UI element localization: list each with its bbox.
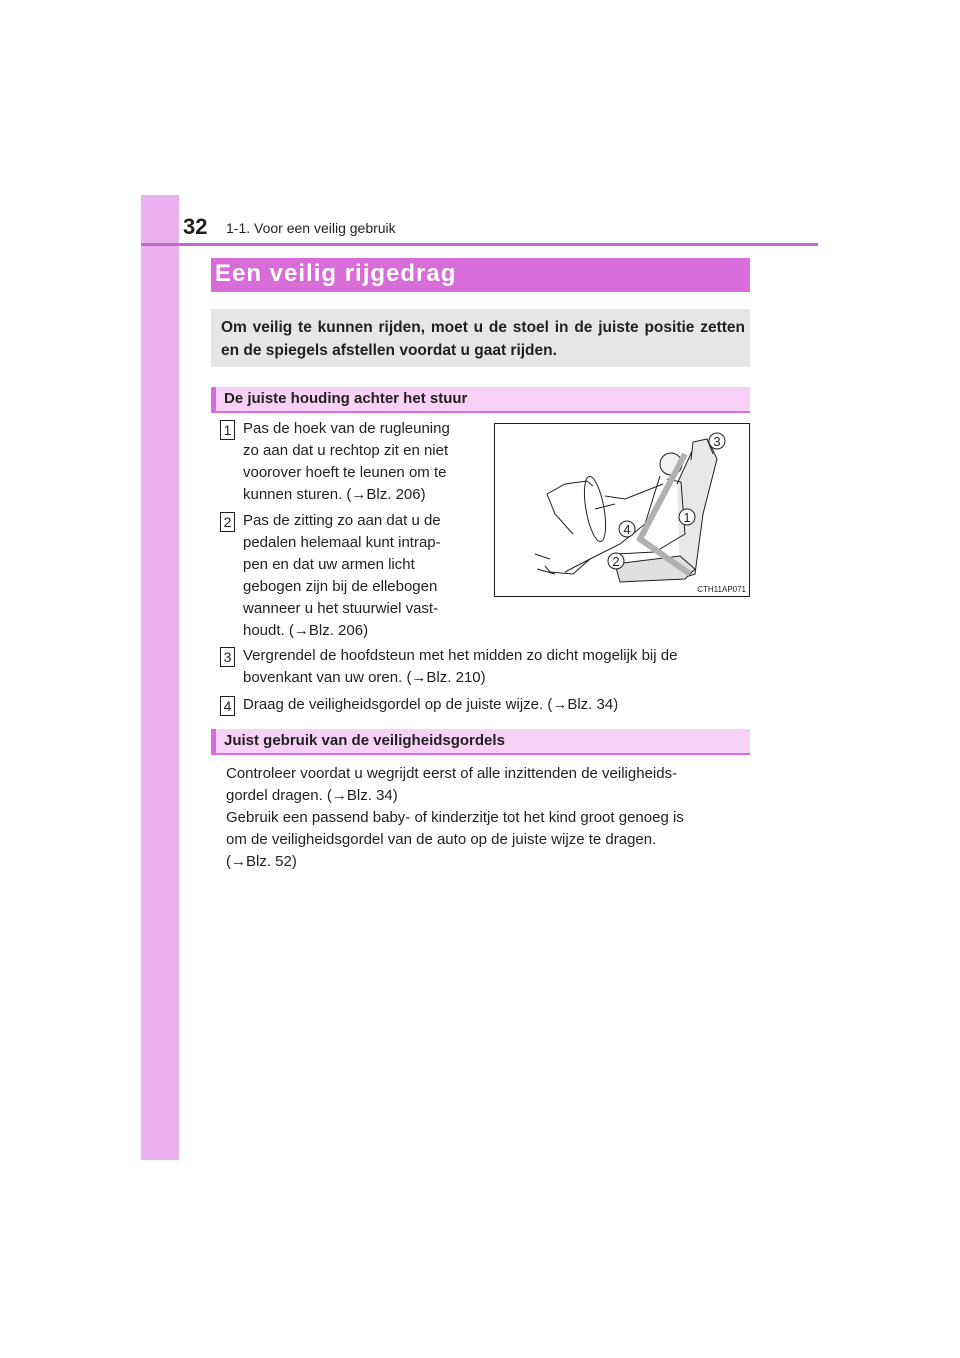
dashboard-lower [547, 494, 573, 534]
page-title-banner [211, 258, 750, 292]
step-2-text [243, 510, 479, 642]
step-number-1-icon [220, 420, 235, 440]
section-heading-seatbelts [211, 729, 750, 755]
callout-1-label: 1 [683, 510, 691, 525]
callout-4-label: 4 [623, 522, 631, 537]
step-1-line: kunnen sturen. (→Blz. 206) [243, 486, 426, 503]
step-2-line: wanneer u het stuurwiel vast- [243, 600, 439, 617]
step-4-line: Draag de veiligheidsgordel op de juiste wijze. (→Blz. 34) [243, 696, 619, 713]
driver-foot [545, 559, 590, 574]
step-1-line: zo aan dat u rechtop zit en niet [243, 442, 449, 459]
paragraph-line: Controleer voordat u wegrijdt eerst of alle inzittenden de veiligheids- [226, 765, 678, 782]
step-2-line: houdt. (→Blz. 206) [243, 622, 369, 639]
step-number-1-label: 1 [223, 422, 232, 438]
step-number-4-icon [220, 696, 235, 716]
side-tab-bar [141, 195, 179, 1160]
step-4-text [243, 694, 746, 716]
step-number-4-label: 4 [223, 698, 232, 714]
dashboard-outline [547, 481, 593, 494]
driving-posture-illustration [494, 423, 750, 597]
step-2-line: pen en dat uw armen licht [243, 556, 415, 573]
figure-code: CTH11AP071 [697, 585, 746, 594]
section-heading-posture [211, 387, 750, 413]
seatbelt-paragraph [226, 763, 746, 873]
paragraph-line: om de veiligheidsgordel van de auto op de juiste wijze te dragen. [226, 831, 657, 848]
step-number-3-label: 3 [223, 649, 232, 665]
section-heading-label: De juiste houding achter het stuur [224, 390, 468, 407]
step-number-2-label: 2 [223, 514, 232, 530]
callout-2-label: 2 [612, 554, 620, 569]
intro-box [211, 309, 750, 367]
intro-text: Om veilig te kunnen rijden, moet u de stoel in de juiste positie zetten en de spiegels afstellen voordat u gaat rijden. [221, 319, 745, 359]
step-3-text [243, 645, 746, 689]
header-divider [141, 243, 818, 246]
step-3-line: Vergrendel de hoofdsteun met het midden zo dicht mogelijk bij de [243, 647, 678, 664]
step-3-line: bovenkant van uw oren. (→Blz. 210) [243, 669, 486, 686]
page-number: 32 [183, 214, 208, 239]
callout-3-label: 3 [713, 434, 721, 449]
step-1-text [243, 418, 479, 506]
driver-arm [605, 484, 663, 499]
steering-column [595, 504, 615, 509]
page-title: Een veilig rijgedrag [215, 260, 457, 287]
step-2-line: pedalen helemaal kunt intrap- [243, 534, 441, 551]
paragraph-line: (→Blz. 52) [226, 853, 297, 870]
step-1-line: Pas de hoek van de rugleuning [243, 420, 450, 437]
step-1-line: voorover hoeft te leunen om te [243, 464, 447, 481]
chapter-title: 1-1. Voor een veilig gebruik [226, 220, 396, 236]
driver-seat-drawing [495, 424, 749, 596]
step-number-2-icon [220, 512, 235, 532]
paragraph-line: Gebruik een passend baby- of kinderzitje tot het kind groot genoeg is [226, 809, 684, 826]
step-2-line: Pas de zitting zo aan dat u de [243, 512, 441, 529]
paragraph-line: gordel dragen. (→Blz. 34) [226, 787, 398, 804]
step-number-3-icon [220, 647, 235, 667]
pedals [535, 554, 555, 574]
step-2-line: gebogen zijn bij de ellebogen [243, 578, 438, 595]
section-heading-label: Juist gebruik van de veiligheidsgordels [224, 732, 505, 749]
